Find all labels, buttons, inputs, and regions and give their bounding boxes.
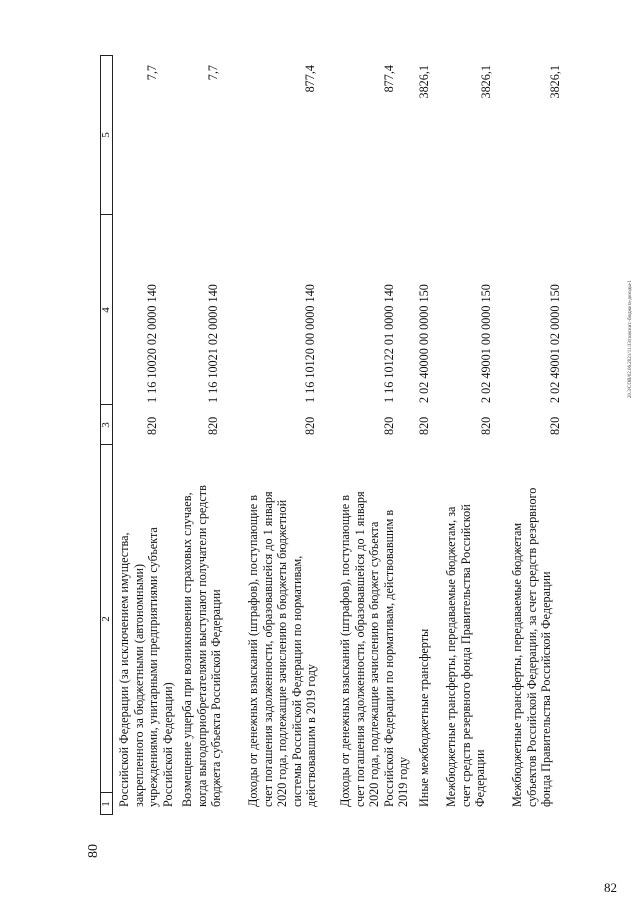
row-budget-code: 2 02 49001 02 0000 150: [548, 284, 562, 403]
rotated-table: [100, 55, 600, 815]
row-admin-code: 820: [206, 416, 220, 435]
row-budget-code: 1 16 10120 00 0000 140: [303, 284, 317, 403]
page-number-top: 80: [86, 844, 101, 858]
row-admin-code: 820: [145, 416, 159, 435]
row-admin-code: 820: [548, 416, 562, 435]
row-amount: 7,7: [145, 65, 159, 81]
row-admin-code: 820: [479, 416, 493, 435]
row-description: Межбюджетные трансферты, передаваемые бюджетам, за счет средств резервного фонда Правительства Российской Федерации: [444, 504, 488, 807]
row-admin-code: 820: [382, 416, 396, 435]
row-description: Доходы от денежных взысканий (штрафов), поступающие в счет погашения задолженности, образовавшейся до 1 января 2020 года, подлежащие зачислению в бюджеты бюджетной системы Российской Федерации по нормативам, действовавшим в 2019 году: [246, 491, 319, 807]
row-budget-code: 1 16 10122 01 0000 140: [382, 284, 396, 403]
row-description: Доходы от денежных взысканий (штрафов), поступающие в счет погашения задолженности, образовавшейся до 1 января 2020 года, подлежащие зачислению в бюджет субъекта Российской Федерации по нормативам, действовавшим в 2019 году: [338, 491, 411, 807]
row-amount: 3826,1: [417, 65, 431, 99]
row-budget-code: 1 16 10020 02 0000 140: [145, 284, 159, 403]
table-canvas: [100, 55, 600, 815]
row-description: Российской Федерации (за исключением имущества, закрепленного за бюджетными (автономными) учреждениями, унитарными предприятиями субъекта Российской Федерации): [117, 527, 175, 807]
page-number-bottom: 82: [604, 880, 617, 895]
header-col-4: 4: [100, 307, 112, 313]
row-budget-code: 1 16 10021 02 0000 140: [206, 284, 220, 403]
row-admin-code: 820: [303, 416, 317, 435]
header-col-5: 5: [100, 132, 112, 138]
row-amount: 3826,1: [479, 65, 493, 99]
row-description: Возмещение ущерба при возникновении страховых случаев, когда выгодоприобретателями выступают получатели средств бюджета субъекта Российской Федерации: [180, 485, 224, 807]
row-amount: 3826,1: [548, 65, 562, 99]
row-description: Иные межбюджетные трансферты: [417, 628, 431, 807]
header-col-1: 1: [100, 801, 112, 807]
row-admin-code: 820: [417, 416, 431, 435]
row-budget-code: 2 02 49001 00 0000 150: [479, 284, 493, 403]
header-col-2: 2: [100, 616, 112, 622]
header-col-3: 3: [100, 422, 112, 428]
row-description: Межбюджетные трансферты, передаваемые бюджетам субъектов Российской Федерации, за счет средств резервного фонда Правительства Российской Федерации: [510, 487, 554, 807]
row-amount: 877,4: [382, 65, 396, 93]
row-amount: 7,7: [206, 65, 220, 81]
row-amount: 877,4: [303, 65, 317, 93]
row-budget-code: 2 02 40000 00 0000 150: [417, 284, 431, 403]
